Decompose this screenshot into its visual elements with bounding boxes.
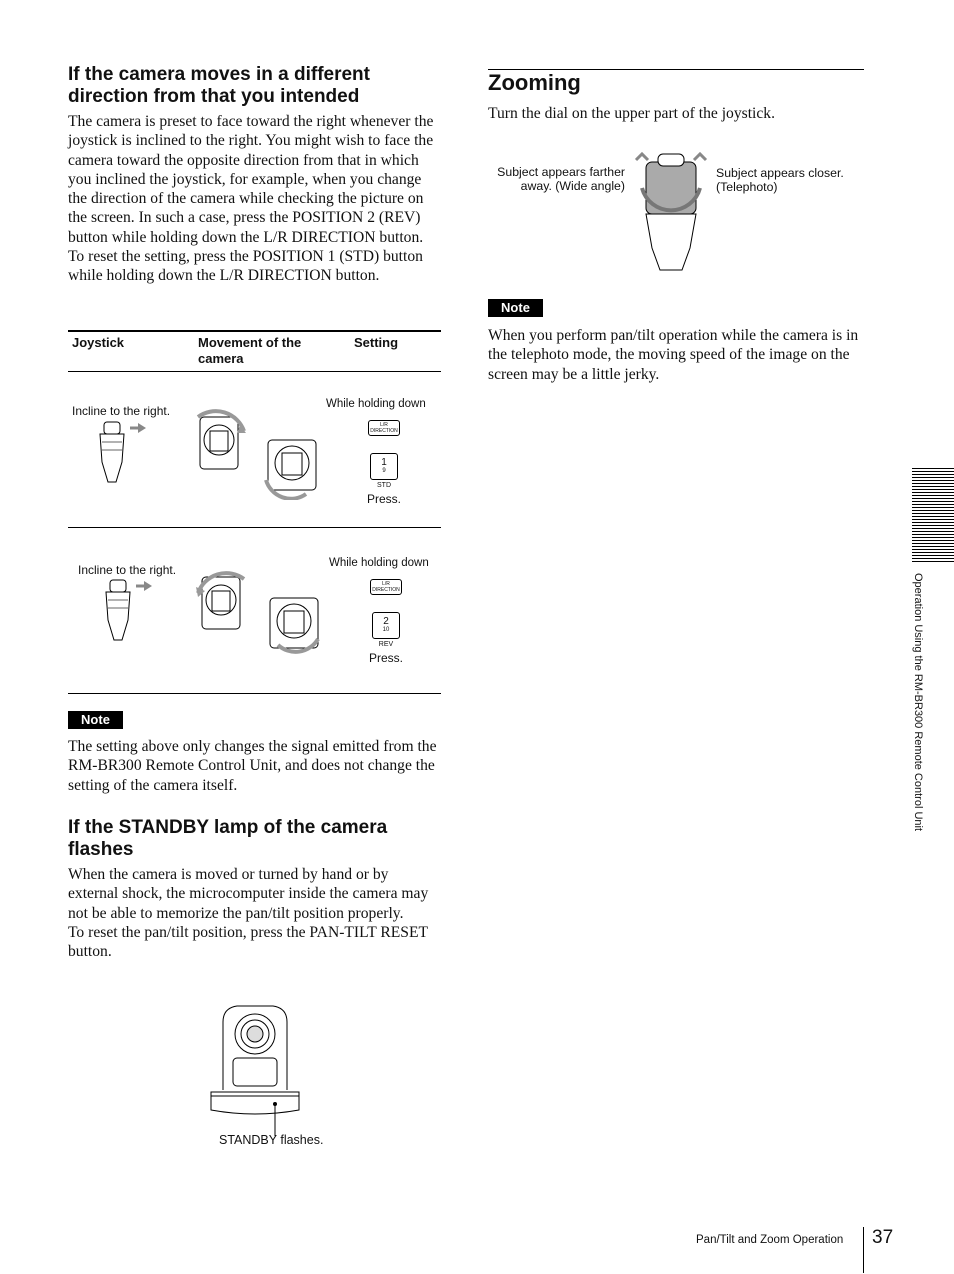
paragraph: The camera is preset to face toward the right whenever the joystick is inclined to the right. You might wish to face the camera toward the opposite direction from that in which you inclined the joystick, for example, when you change the direction of the camera while checking the picture on the screen. In such a case, press the POSITION 2 (REV) button while holding down the L/R DIRECTION button. [68, 113, 434, 246]
joystick-zoom-dial-illustration [628, 150, 714, 280]
note-text: The setting above only changes the signal emitted from the RM-BR300 Remote Control Unit, and does not change the setting of the camera itself. [68, 738, 437, 794]
button-sub-number: 10 [382, 627, 390, 633]
section-tab-marker [912, 468, 954, 563]
zooming-heading: Zooming [488, 70, 581, 95]
row2-press-label: Press. [369, 651, 404, 665]
zoom-tele-caption: Subject appears closer. (Telephoto) [716, 166, 844, 194]
table-top-rule [68, 330, 441, 332]
zooming-intro: Turn the dial on the upper part of the joystick. [488, 105, 775, 122]
std-label: STD [377, 482, 391, 489]
note-badge: Note [488, 299, 543, 317]
sidebar-section-title: Operation Using the RM-BR300 Remote Control Unit [912, 573, 924, 832]
table-header-joystick: Joystick [72, 335, 125, 350]
position2-button [372, 612, 400, 639]
paragraph: To reset the pan/tilt position, press the PAN-TILT RESET button. [68, 923, 428, 961]
row1-setting-label: While holding down [326, 398, 426, 410]
camera-standby-illustration [205, 1000, 305, 1140]
lr-direction-button: L/R DIRECTION [370, 579, 402, 595]
camera-movement-reverse-illustration [192, 565, 327, 660]
zoom-wide-caption: Subject appears farther away. (Wide angle) [497, 165, 625, 193]
section-direction-body [68, 112, 442, 286]
row1-joystick-label: Incline to the right. [72, 404, 171, 418]
note-badge: Note [68, 711, 123, 729]
section-heading-standby: If the STANDBY lamp of the camera flashes [68, 817, 388, 860]
footer-section-title: Pan/Tilt and Zoom Operation [696, 1234, 844, 1246]
row2-setting-label: While holding down [329, 557, 429, 569]
table-header-movement: Movement of the camera [198, 335, 302, 366]
row2-joystick-label: Incline to the right. [78, 563, 177, 577]
position1-button [370, 453, 398, 480]
camera-movement-illustration [190, 405, 325, 500]
footer-divider [863, 1227, 864, 1273]
rev-label: REV [378, 641, 394, 648]
standby-caption: STANDBY flashes. [219, 1133, 324, 1147]
section-heading-direction: If the camera moves in a different direction from that you intended [68, 64, 370, 107]
button-sub-number: 9 [382, 468, 386, 474]
button-number: 2 [383, 616, 389, 627]
joystick-right-illustration [98, 576, 158, 642]
joystick-right-illustration [92, 418, 152, 484]
table-header-setting: Setting [354, 335, 399, 350]
note-text: When you perform pan/tilt operation while the camera is in the telephoto mode, the moving speed of the image on the screen may be a little jerky. [488, 327, 859, 383]
paragraph: When the camera is moved or turned by hand or by external shock, the microcomputer inside the camera may not be able to memorize the pan/tilt position properly. [68, 866, 429, 922]
paragraph: To reset the setting, press the POSITION 1 (STD) button while holding down the L/R DIRECTION button. [68, 248, 423, 285]
page-number: 37 [872, 1227, 894, 1248]
table-bottom-rule [68, 693, 441, 694]
lr-direction-button: L/R DIRECTION [368, 420, 400, 436]
section-standby-body [68, 865, 442, 961]
table-header-rule [68, 371, 441, 372]
table-row-rule [68, 527, 441, 528]
row1-press-label: Press. [367, 492, 402, 506]
button-number: 1 [381, 457, 387, 468]
